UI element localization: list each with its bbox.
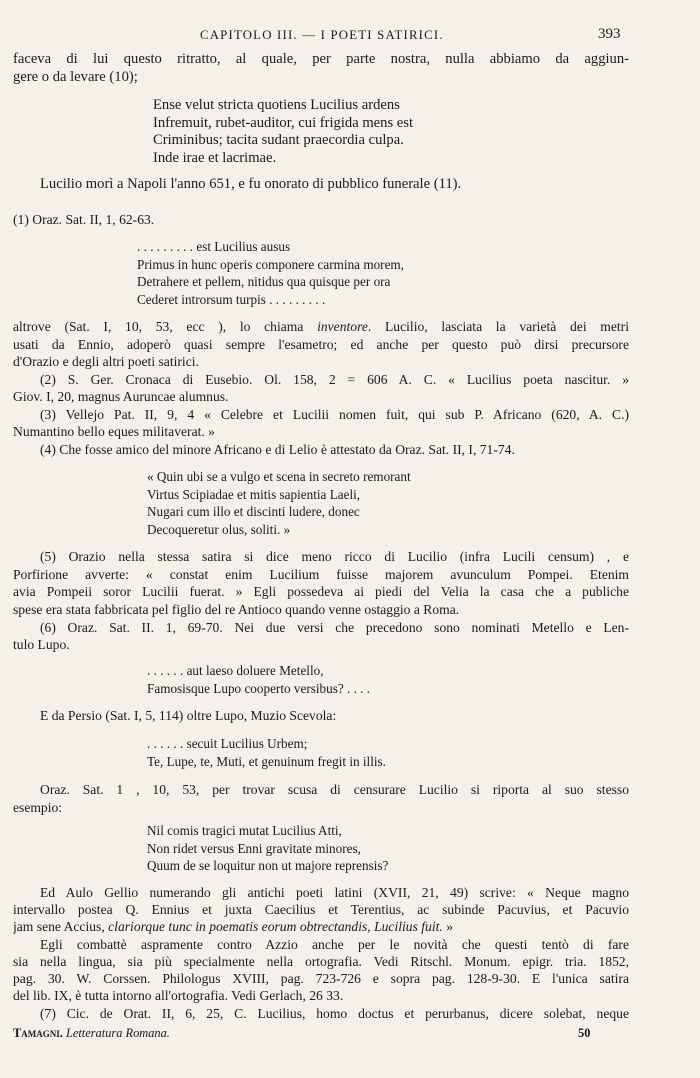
body-line: faceva di lui questo ritratto, al quale, per parte nostra, nulla abbiamo da aggiun- xyxy=(13,51,629,67)
footnote-line: Numantino bello eques militaverat. » xyxy=(13,424,215,439)
verse-line: . . . . . . aut laeso doluere Metello, xyxy=(147,663,324,678)
footnote-5: (5) Orazio nella stessa satira si dice meno ricco di Lucilio (infra Lucili censum) , e xyxy=(40,549,629,564)
footnote-line: Egli combattè aspramente contro Azzio anche per le novità che questi tentò di fare xyxy=(40,937,629,952)
verse-line: Quum de se loquitur non ut majore reprensis? xyxy=(147,858,389,873)
verse-line: Decoqueretur olus, soliti. » xyxy=(147,522,291,537)
body-line: Lucilio morì a Napoli l'anno 651, e fu onorato di pubblico funerale (11). xyxy=(40,176,462,192)
footer-signature: Tamagni. Letteratura Romana. xyxy=(13,1026,170,1040)
footnote-line: Porfirione avverte: « constat enim Lucilium fuisse majorem avunculum Pompei. Etenim xyxy=(13,567,629,582)
footnote-line: pag. 30. W. Corssen. Philologus XVIII, pag. 723-726 e sopra pag. 128-9-30. E l'unica satira xyxy=(13,971,629,986)
verse-line: Nil comis tragici mutat Lucilius Atti, xyxy=(147,823,342,838)
gathering-number: 50 xyxy=(578,1026,591,1040)
footnote-line: intervallo postea Q. Ennius et juxta Caecilius et Terentius, ac subinde Pacuvius, et Pacuvio xyxy=(13,902,629,917)
verse-line: Inde irae et lacrimae. xyxy=(153,150,277,166)
verse-line: « Quin ubi se a vulgo et scena in secreto remorant xyxy=(147,469,411,484)
footnote-line: E da Persio (Sat. I, 5, 114) oltre Lupo, Muzio Scevola: xyxy=(40,708,337,723)
footnote-line: d'Orazio e degli altri poeti satirici. xyxy=(13,354,199,369)
footnote-line: avia Pompeii soror Lucilii fuerat. » Egli possedeva ai piedi del Velia la casa che a publiche xyxy=(13,584,629,599)
verse-line: Infremuit, rubet-auditor, cui frigida mens est xyxy=(153,115,413,131)
verse-line: Non ridet versus Enni gravitate minores, xyxy=(147,841,361,856)
verse-line: . . . . . . secuit Lucilius Urbem; xyxy=(147,736,308,751)
footnote-line: altrove (Sat. I, 10, 53, ecc ), lo chiama inventore. Lucilio, lasciata la varietà dei metri xyxy=(13,319,629,334)
footnote-line: tulo Lupo. xyxy=(13,637,70,652)
footnote-7: (7) Cic. de Orat. II, 6, 25, C. Lucilius, homo doctus et perurbanus, dicere solebat, neque xyxy=(40,1006,629,1021)
footnote-line: spese era stata fabbricata pel figlio del re Antioco quando venne ostaggio a Roma. xyxy=(13,602,460,617)
verse-line: Cederet introrsum turpis . . . . . . . . . xyxy=(137,292,326,307)
footnote-2: (2) S. Ger. Cronaca di Eusebio. Ol. 158, 2 = 606 A. C. « Lucilius poeta nascitur. » xyxy=(40,372,629,387)
footnote-line: Oraz. Sat. 1 , 10, 53, per trovar scusa di censurare Lucilio si riporta al suo stesso xyxy=(40,782,629,797)
verse-line: Te, Lupe, te, Muti, et genuinum fregit in illis. xyxy=(147,754,386,769)
footnote-line: usati da Ennio, adoperò quasi sempre l'esametro; ed anche per questo può dirsi precursore xyxy=(13,337,629,352)
verse-line: Famosisque Lupo cooperto versibus? . . . . xyxy=(147,681,371,696)
verse-line: . . . . . . . . . est Lucilius ausus xyxy=(137,239,291,254)
running-title: CAPITOLO III. — I POETI SATIRICI. xyxy=(200,28,444,42)
verse-line: Detrahere et pellem, nitidus qua quisque per ora xyxy=(137,274,391,289)
footnote-3: (3) Vellejo Pat. II, 9, 4 « Celebre et Lucilii nomen fuit, qui sub P. Africano (620, A. C.) xyxy=(40,407,629,422)
footnote-line: Ed Aulo Gellio numerando gli antichi poeti latini (XVII, 21, 49) scrive: « Neque magno xyxy=(40,885,629,900)
footnote-line: sia nella lingua, sia più specialmente nella ortografia. Vedi Ritschl. Monum. epigr. tria. 1852, xyxy=(13,954,629,969)
verse-line: Virtus Scipiadae et mitis sapientia Laeli, xyxy=(147,487,361,502)
footnote-line: Giov. I, 20, magnus Auruncae alumnus. xyxy=(13,389,229,404)
footnote-line: del lib. IX, è tutta intorno all'ortografia. Vedi Gerlach, 26 33. xyxy=(13,988,344,1003)
footnote-line: esempio: xyxy=(13,800,63,815)
footnote-4: (4) Che fosse amico del minore Africano e di Lelio è attestato da Oraz. Sat. II, I, 71-74. xyxy=(40,442,515,457)
verse-line: Primus in hunc operis componere carmina morem, xyxy=(137,257,404,272)
verse-line: Ense velut stricta quotiens Lucilius ardens xyxy=(153,97,400,113)
page-number: 393 xyxy=(598,26,621,42)
footnote-line: jam sene Accius, clariorque tunc in poematis eorum obtrectandis, Lucilius fuit. » xyxy=(13,919,454,934)
verse-line: Criminibus; tacita sudant praecordia culpa. xyxy=(153,132,404,148)
verse-line: Nugari cum illo et discinti ludere, donec xyxy=(147,504,360,519)
footnote-6: (6) Oraz. Sat. II. 1, 69-70. Nei due versi che precedono sono nominati Metello e Len- xyxy=(40,620,629,635)
footnote-1: (1) Oraz. Sat. II, 1, 62-63. xyxy=(13,212,155,227)
body-line: gere o da levare (10); xyxy=(13,69,138,85)
